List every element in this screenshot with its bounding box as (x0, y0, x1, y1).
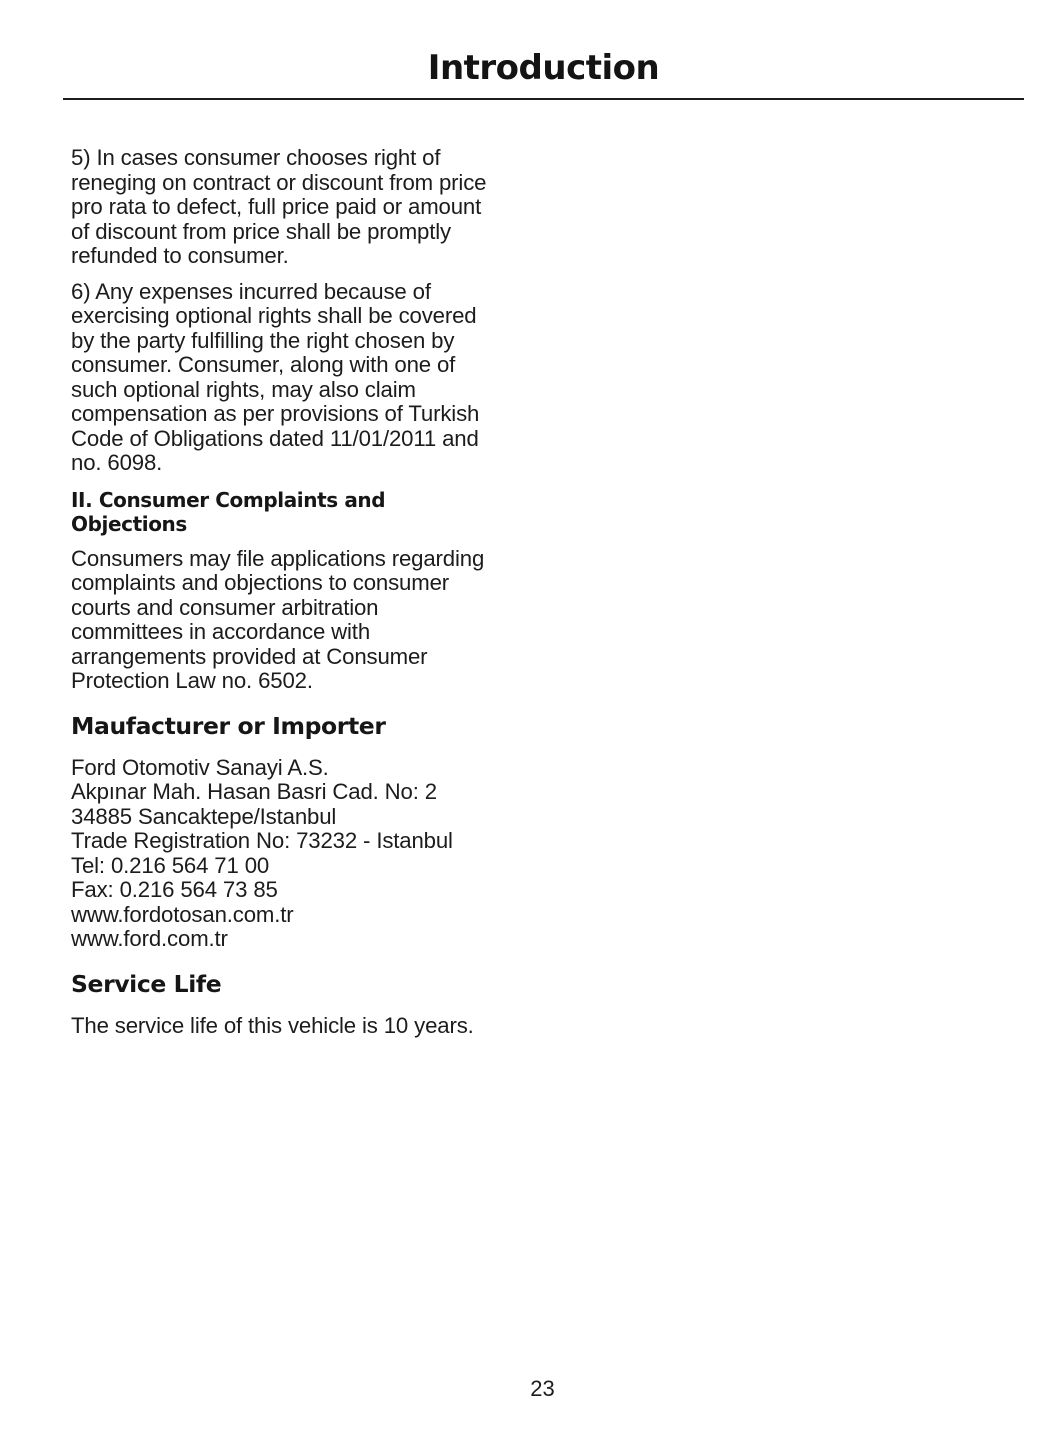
service-life-text (71, 1014, 541, 1039)
page-number: 23 (530, 1376, 555, 1401)
text-line: Consumers may file applications regarding (71, 545, 485, 571)
trade-registration: Trade Registration No: 73232 - Istanbul (71, 828, 453, 853)
text-line: reneging on contract or discount from price (71, 169, 487, 195)
paragraph-item-5 (71, 146, 541, 269)
text-line: no. 6098. (71, 450, 163, 475)
text-line: Protection Law no. 6502. (71, 668, 313, 693)
service-life-heading: Service Life (71, 969, 222, 998)
text-line: refunded to consumer. (71, 243, 289, 268)
text-line: compensation as per provisions of Turkish (71, 401, 480, 426)
text-line: committees in accordance with (71, 619, 371, 644)
text-line: by the party fulfilling the right chosen by (71, 327, 455, 353)
heading-line: Objections (71, 512, 187, 536)
text-line: consumer. Consumer, along with one of (71, 352, 456, 377)
text-line: complaints and objections to consumer (71, 570, 450, 595)
page-title: Introduction (427, 48, 660, 88)
website-fordotosan: www.fordotosan.com.tr (71, 901, 294, 927)
text-line: such optional rights, may also claim (71, 376, 416, 402)
header-divider (63, 98, 1024, 100)
address-city: 34885 Sancaktepe/Istanbul (71, 803, 337, 829)
address-street: Akpınar Mah. Hasan Basri Cad. No: 2 (71, 779, 437, 804)
website-ford: www.ford.com.tr (71, 926, 228, 951)
text-line: 6) Any expenses incurred because of (71, 278, 431, 304)
text-line: of discount from price shall be promptly (71, 218, 451, 244)
text-line: arrangements provided at Consumer (71, 643, 428, 669)
text-line: The service life of this vehicle is 10 years. (71, 1012, 474, 1038)
text-line: courts and consumer arbitration (71, 594, 379, 620)
text-line: 5) In cases consumer chooses right of (71, 145, 441, 170)
main-content (71, 146, 541, 1049)
text-line: pro rata to defect, full price paid or amount (71, 194, 482, 219)
manufacturer-address-block (71, 756, 541, 952)
paragraph-item-6 (71, 280, 541, 476)
company-name: Ford Otomotiv Sanayi A.S. (71, 754, 329, 780)
heading-line: II. Consumer Complaints and (71, 487, 386, 512)
manufacturer-heading: Maufacturer or Importer (71, 711, 386, 740)
complaints-heading (71, 488, 541, 537)
fax: Fax: 0.216 564 73 85 (71, 877, 278, 902)
page-header (63, 0, 1024, 100)
telephone: Tel: 0.216 564 71 00 (71, 852, 270, 878)
text-line: Code of Obligations dated 11/01/2011 and (71, 425, 479, 451)
paragraph-complaints (71, 547, 541, 694)
text-line: exercising optional rights shall be covered (71, 303, 477, 328)
